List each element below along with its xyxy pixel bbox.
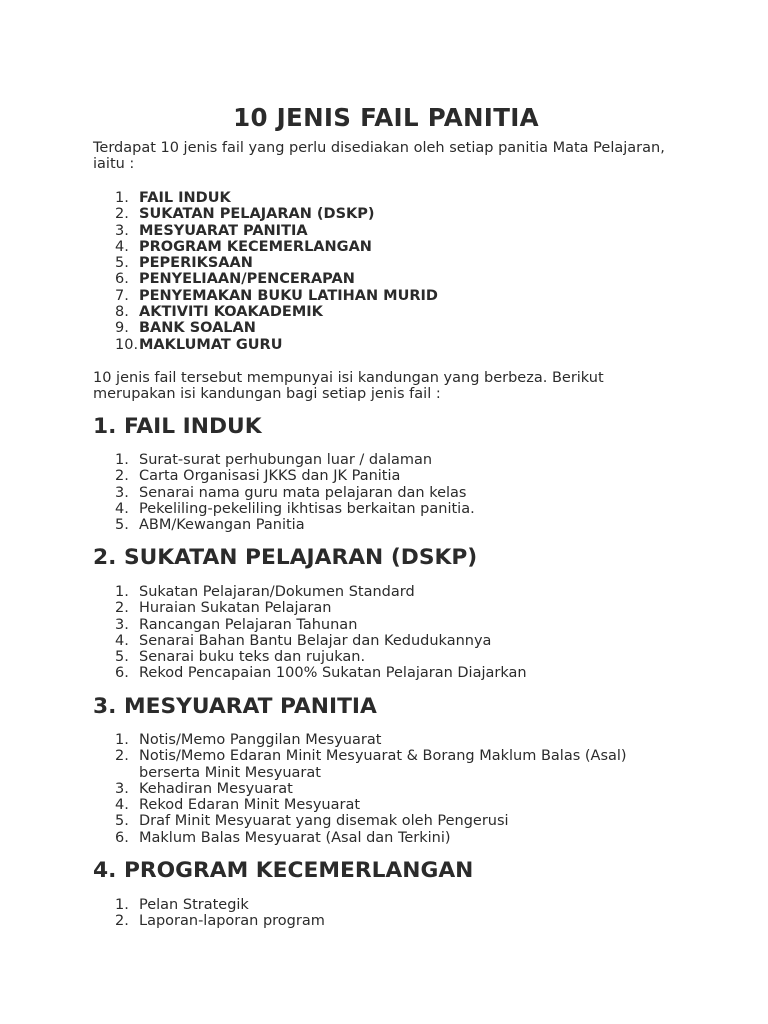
file-type-label: SUKATAN PELAJARAN (DSKP) xyxy=(139,206,375,223)
list-item-text: Kehadiran Mesyuarat xyxy=(139,780,293,797)
list-item-text: Notis/Memo Panggilan Mesyuarat xyxy=(139,732,382,748)
list-item xyxy=(93,649,673,665)
section-sukatan-pelajaran xyxy=(93,545,673,570)
list-item xyxy=(93,468,673,484)
list-number: 3. xyxy=(115,484,129,501)
file-type-label: PENYEMAKAN BUKU LATIHAN MURID xyxy=(139,287,438,304)
section-mesyuarat-panitia xyxy=(93,694,673,719)
list-item-text: Surat-surat perhubungan luar / dalaman xyxy=(139,452,433,468)
file-type-item xyxy=(93,271,673,287)
file-type-item xyxy=(93,304,673,320)
list-number: 4. xyxy=(115,632,129,649)
file-type-label: BANK SOALAN xyxy=(139,320,256,337)
list-item xyxy=(93,797,673,813)
section-mesyuarat-panitia-list xyxy=(93,732,673,846)
list-number: 1. xyxy=(115,452,129,468)
section-fail-induk-list xyxy=(93,452,673,533)
file-type-item xyxy=(93,239,673,255)
file-type-item xyxy=(93,223,673,239)
content-list xyxy=(93,732,673,846)
list-item xyxy=(93,633,673,649)
content-list xyxy=(93,584,673,682)
list-item-text: Notis/Memo Edaran Minit Mesyuarat & Borang Maklum Balas (Asal) berserta Minit Mesyuarat xyxy=(139,748,627,781)
list-item-text: Pelan Strategik xyxy=(139,897,249,913)
file-type-item xyxy=(93,337,673,353)
list-number: 4. xyxy=(115,500,129,517)
list-number: 1. xyxy=(115,897,129,913)
list-item-text: ABM/Kewangan Panitia xyxy=(139,517,305,534)
list-number: 4. xyxy=(115,238,129,255)
list-number: 2. xyxy=(115,468,129,485)
list-number: 7. xyxy=(115,287,129,304)
list-number: 3. xyxy=(115,616,129,633)
list-item xyxy=(93,584,673,600)
list-item xyxy=(93,485,673,501)
list-item-text: Senarai nama guru mata pelajaran dan kelas xyxy=(139,484,467,501)
list-item xyxy=(93,600,673,616)
list-item xyxy=(93,517,673,533)
list-item xyxy=(93,501,673,517)
list-item-text: Rancangan Pelajaran Tahunan xyxy=(139,616,358,633)
list-item-text: Senarai buku teks dan rujukan. xyxy=(139,649,366,666)
intro-block xyxy=(93,140,673,173)
list-number: 10. xyxy=(115,336,139,353)
section-program-kecemerlangan-list xyxy=(93,897,673,930)
list-item xyxy=(93,452,673,468)
list-number: 9. xyxy=(115,320,129,337)
list-number: 4. xyxy=(115,797,129,814)
file-type-label: PENYELIAAN/PENCERAPAN xyxy=(139,271,355,288)
list-item-text: Draf Minit Mesyuarat yang disemak oleh Pengerusi xyxy=(139,813,509,830)
list-number: 5. xyxy=(115,649,129,666)
list-item-text: Sukatan Pelajaran/Dokumen Standard xyxy=(139,584,415,600)
list-number: 1. xyxy=(115,190,129,206)
list-number: 5. xyxy=(115,255,129,272)
list-number: 6. xyxy=(115,829,129,846)
list-number: 2. xyxy=(115,600,129,617)
list-item-text: Huraian Sukatan Pelajaran xyxy=(139,600,332,617)
list-number: 1. xyxy=(115,732,129,748)
content-list xyxy=(93,897,673,930)
file-type-label: MAKLUMAT GURU xyxy=(139,336,283,353)
file-type-item xyxy=(93,190,673,206)
list-number: 1. xyxy=(115,584,129,600)
section-heading: 2. SUKATAN PELAJARAN (DSKP) xyxy=(93,545,478,570)
intro-paragraph: Terdapat 10 jenis fail yang perlu disediakan oleh setiap panitia Mata Pelajaran, iaitu : xyxy=(93,140,665,173)
list-number: 2. xyxy=(115,913,129,930)
file-types-block xyxy=(93,190,673,353)
list-item xyxy=(93,732,673,748)
file-type-item xyxy=(93,320,673,336)
list-number: 2. xyxy=(115,206,129,223)
document-title: 10 JENIS FAIL PANITIA xyxy=(233,103,539,132)
file-type-label: AKTIVITI KOAKADEMIK xyxy=(139,304,323,321)
list-item-text: Senarai Bahan Bantu Belajar dan Kedudukannya xyxy=(139,632,492,649)
list-item xyxy=(93,913,673,929)
list-number: 6. xyxy=(115,665,129,682)
list-item-text: Carta Organisasi JKKS dan JK Panitia xyxy=(139,468,401,485)
list-number: 5. xyxy=(115,517,129,534)
list-number: 8. xyxy=(115,304,129,321)
list-item xyxy=(93,830,673,846)
summary-paragraph: 10 jenis fail tersebut mempunyai isi kandungan yang berbeza. Berikut merupakan isi kandungan bagi setiap jenis fail : xyxy=(93,370,604,403)
summary-block xyxy=(93,370,673,403)
list-number: 3. xyxy=(115,780,129,797)
list-number: 2. xyxy=(115,748,129,765)
file-type-item xyxy=(93,255,673,271)
list-item xyxy=(93,813,673,829)
section-sukatan-pelajaran-list xyxy=(93,584,673,682)
list-item-text: Maklum Balas Mesyuarat (Asal dan Terkini) xyxy=(139,829,451,846)
section-heading: 4. PROGRAM KECEMERLANGAN xyxy=(93,858,474,883)
section-heading: 3. MESYUARAT PANITIA xyxy=(93,694,377,719)
file-type-label: FAIL INDUK xyxy=(139,190,231,206)
list-item-text: Rekod Pencapaian 100% Sukatan Pelajaran Diajarkan xyxy=(139,665,527,682)
list-number: 6. xyxy=(115,271,129,288)
list-item xyxy=(93,781,673,797)
section-fail-induk xyxy=(93,414,673,439)
list-item-text: Laporan-laporan program xyxy=(139,913,325,930)
section-program-kecemerlangan xyxy=(93,858,673,883)
section-heading: 1. FAIL INDUK xyxy=(93,414,262,439)
list-item xyxy=(93,897,673,913)
list-item-text: Pekeliling-pekeliling ikhtisas berkaitan panitia. xyxy=(139,500,475,517)
file-type-label: PEPERIKSAAN xyxy=(139,255,253,272)
list-item xyxy=(93,617,673,633)
list-item-text: Rekod Edaran Minit Mesyuarat xyxy=(139,797,361,814)
list-number: 3. xyxy=(115,222,129,239)
list-item xyxy=(93,748,673,781)
file-type-label: MESYUARAT PANITIA xyxy=(139,222,308,239)
file-type-item xyxy=(93,288,673,304)
file-type-label: PROGRAM KECEMERLANGAN xyxy=(139,238,372,255)
file-type-item xyxy=(93,206,673,222)
file-types-list xyxy=(93,190,673,353)
list-number: 5. xyxy=(115,813,129,830)
content-list xyxy=(93,452,673,533)
list-item xyxy=(93,665,673,681)
